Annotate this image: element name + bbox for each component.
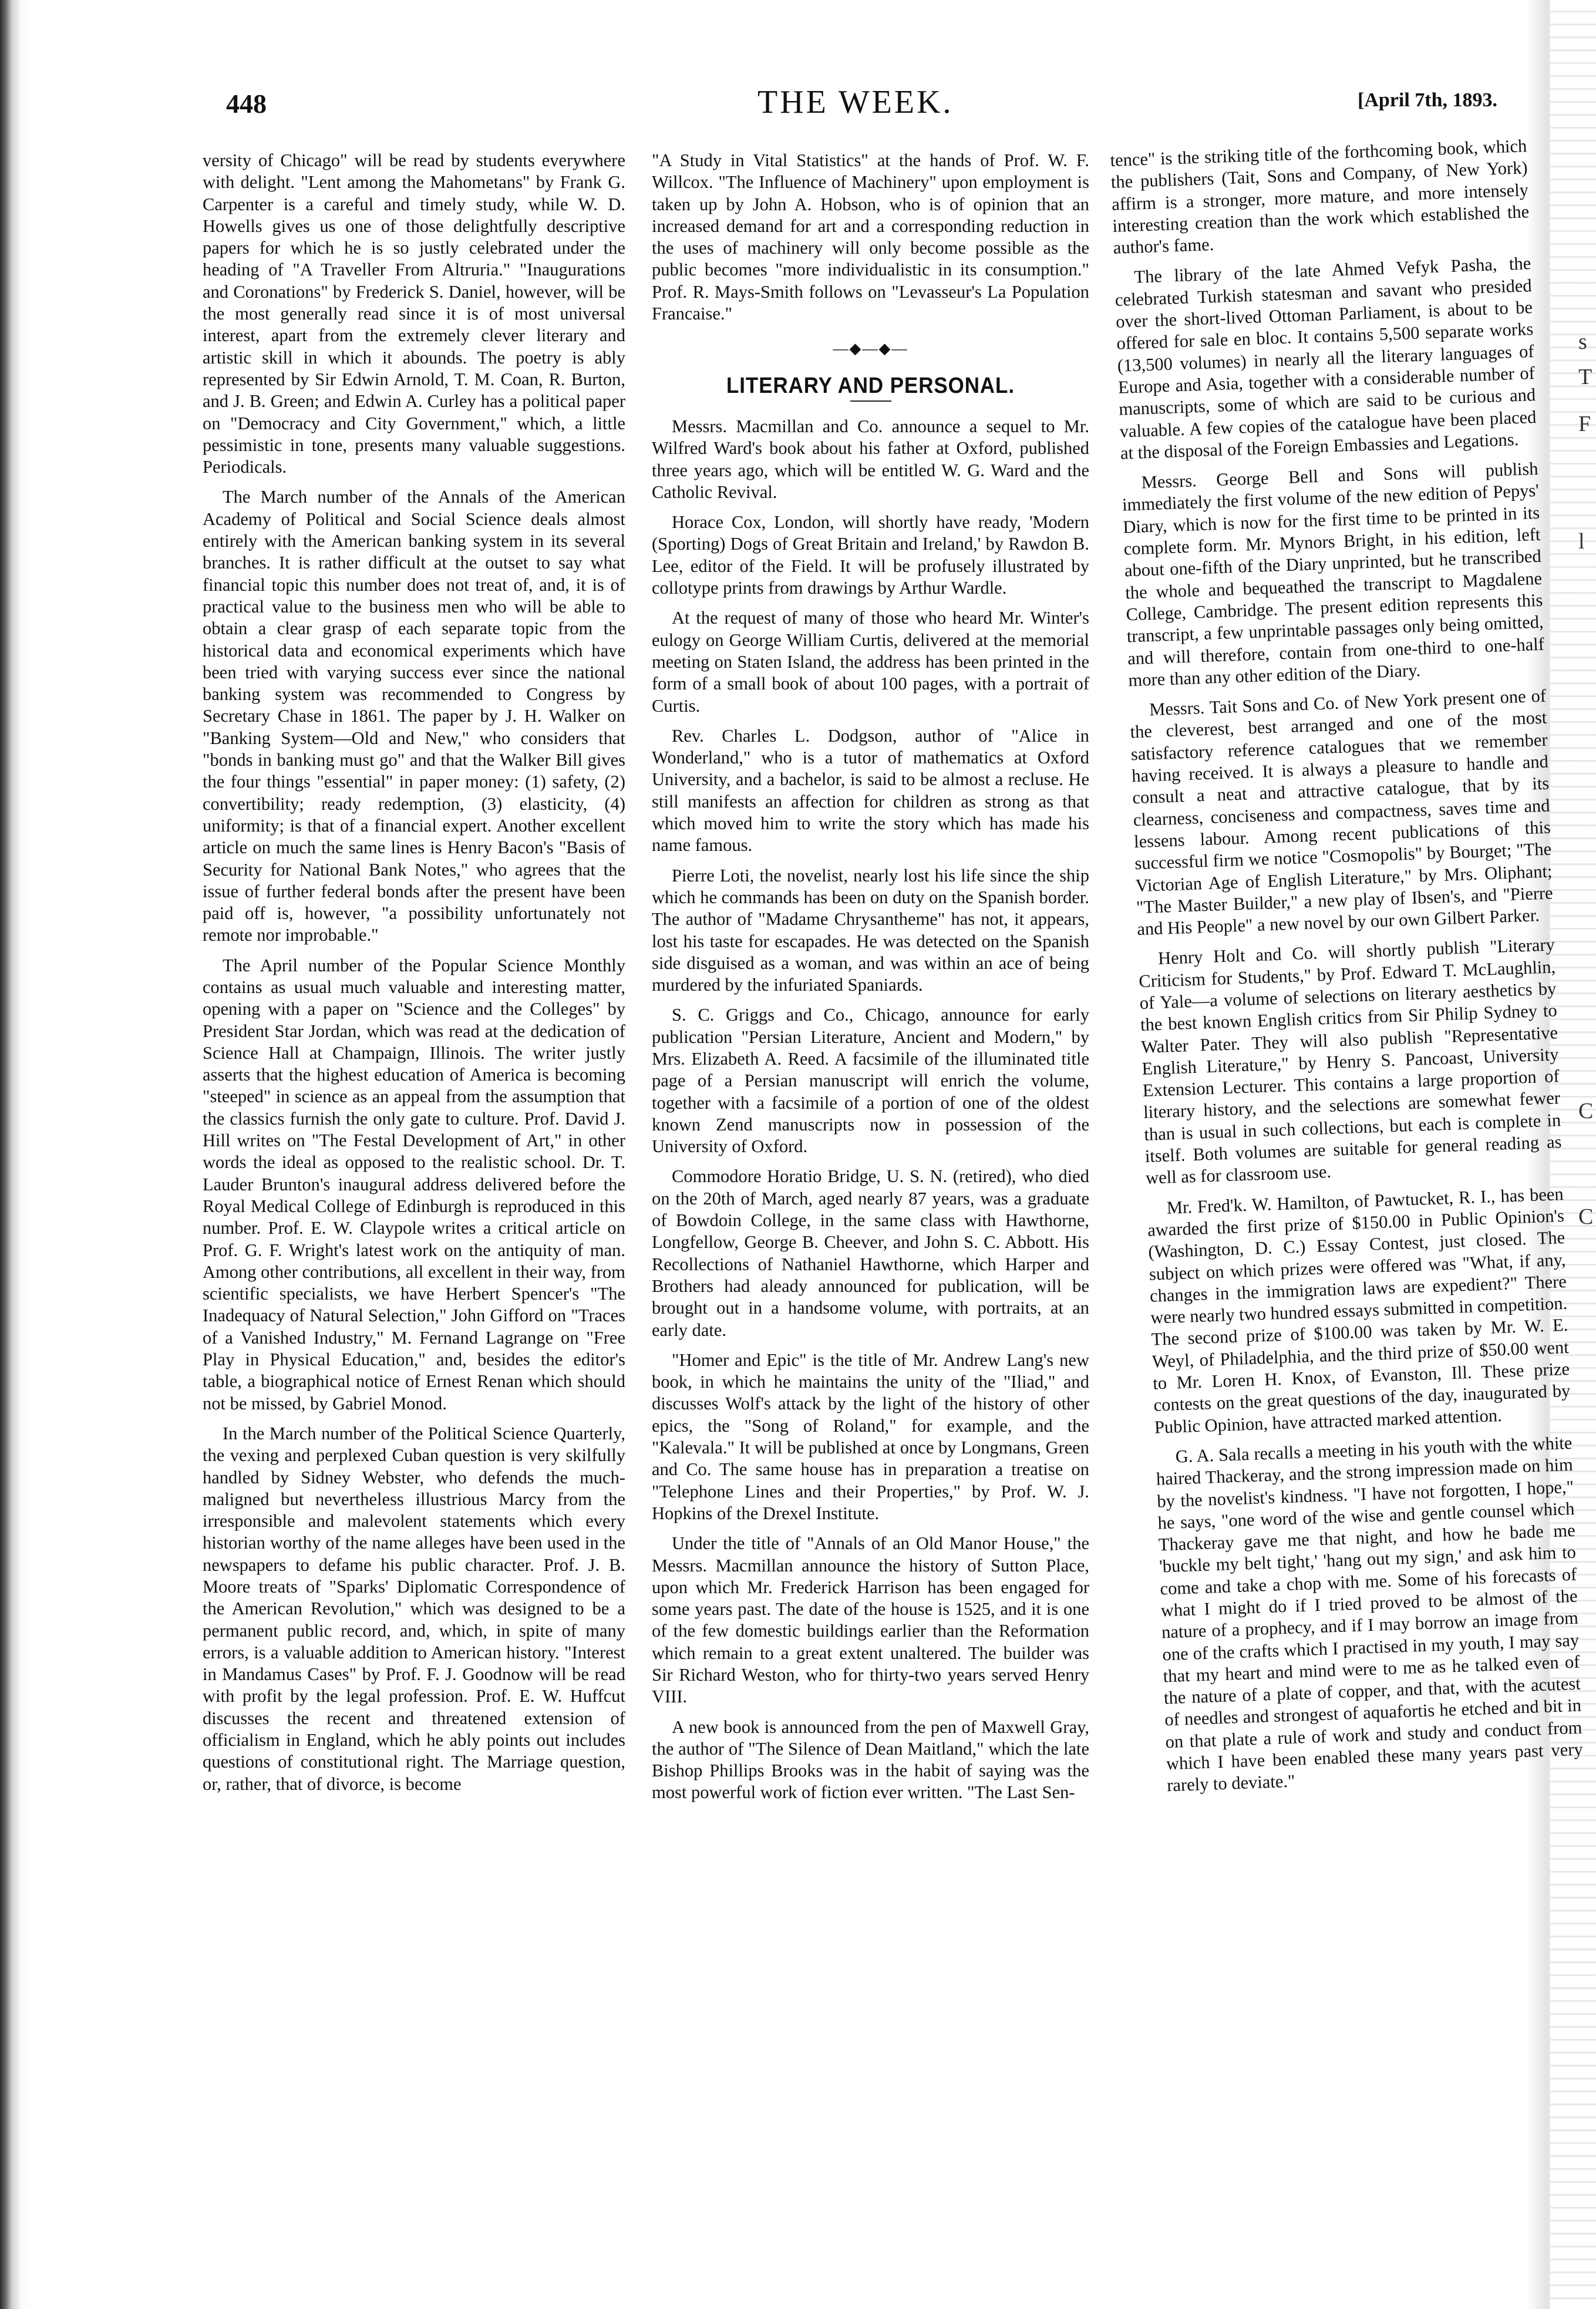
paragraph: Henry Holt and Co. will shortly publish "Literary Criticism for Students," by Prof. Edward T. McLaughlin, of Yale—a volume of selections on literary aesthetics by the best known English critics from Sir Philip Sydney to Walter Pater. They will also publish "Representative English Literature," by Henry S. Pancoast, University Extension Lecturer. This contains a large proportion of literary history, and the selections are somewhat fewer than is usual in such collections, but each is complete in itself. Both volumes are suitable for general reading as well as for classroom use. [1138,934,1563,1189]
paragraph: Rev. Charles L. Dodgson, author of "Alice in Wonderland," who is a tutor of mathematics at Oxford University, and a bachelor, is said to be almost a recluse. He still manifests an affection for children as strong as that which moved him to write the story which has made his name famous. [652,725,1089,856]
edge-letter: C [1578,1204,1594,1229]
paragraph: "Homer and Epic" is the title of Mr. Andrew Lang's new book, in which he maintains the unity of the "Iliad," and discusses Wolf's attack by the light of the history of other epics, the "Song of Roland," for example, and the "Kalevala." It will be published at once by Longmans, Green and Co. The same house has in preparation a treatise on "Telephone Lines and their Properties," by Prof. W. J. Hopkins of the Drexel Institute. [652,1349,1089,1523]
section-heading: LITERARY AND PERSONAL. [726,373,1015,398]
paragraph: Horace Cox, London, will shortly have ready, 'Modern (Sporting) Dogs of Great Britain and Ireland,' by Rawdon B. Lee, editor of the Field. It will be profusely illustrated by collotype prints from drawings by Arthur Wardle. [652,512,1089,598]
column-3 [1110,135,1584,1805]
short-rule [850,400,891,402]
column-2 [652,150,1089,1812]
paragraph: In the March number of the Political Science Quarterly, the vexing and perplexed Cuban question is very skilfully handled by Sidney Webster, who defends the much-maligned but nevertheless illustrious Marcy from the irresponsible and malevolent statements which every historian worthy of the name alleges have been used in the newspapers to defame his public character. Prof. J. B. Moore treats of "Sparks' Diplomatic Correspondence of the American Revolution," which was designed to be a permanent public record, and, which, in spite of many errors, is a valuable addition to American history. "Interest in Mandamus Cases" by Prof. F. J. Goodnow will be read with profit by the legal profession. Prof. E. W. Huffcut discusses the recent and threatened extension of officialism in England, which he ably points out includes questions of constitutional right. The Marriage question, or, rather, that of divorce, is become [203,1423,625,1794]
masthead-title: THE WEEK. [757,84,954,120]
paragraph: versity of Chicago" will be read by students everywhere with delight. "Lent among the Mahometans" by Frank G. Carpenter is a careful and timely study, while W. D. Howells gives us one of those delightfully descriptive papers for which he is so justly celebrated under the heading of "A Traveller From Altruria." "Inaugurations and Coronations" by Frederick S. Daniel, however, will be the most generally read since it is of most universal interest, apart from the extremely clever literary and artistic skill in which it abounds. The poetry is ably represented by Sir Edwin Arnold, T. M. Coan, R. Burton, and J. B. Green; and Edwin A. Curley has a political paper on "Democracy and City Government," which, a little pessimistic in tone, presents many valuable suggestions. Periodicals. [203,150,625,477]
paragraph: A new book is announced from the pen of Maxwell Gray, the author of "The Silence of Dean Maitland," which the late Bishop Phillips Brooks was in the habit of saying was the most powerful work of fiction ever written. "The Last Sen- [652,1716,1089,1803]
edge-letter: T [1578,365,1592,389]
issue-date: [April 7th, 1893. [1358,89,1497,111]
paragraph: Mr. Fred'k. W. Hamilton, of Pawtucket, R. I., has been awarded the first prize of $150.00 in Public Opinion's (Washington, D. C.) Essay Contest, just closed. The subject on which prizes were offered was "What, if any, changes in the immigration laws are expedient?" There were nearly two hundred essays submitted in competition. The second prize of $100.00 was taken by Mr. W. E. Weyl, of Philadelphia, and the third prize of $50.00 went to Mr. Loren H. Knox, of Evanston, Ill. These prize contests on the great questions of the day, inaugurated by Public Opinion, have attracted marked attention. [1147,1183,1571,1438]
paragraph: The April number of the Popular Science Monthly contains as usual much valuable and interesting matter, opening with a paper on "Science and the Colleges" by President Star Jordan, which was read at the dedication of Science Hall at Champaign, Illinois. The writer justly asserts that the highest education of America is becoming "steeped" in science as an appeal from the assumption that the classics furnish the only gate to culture. Prof. David J. Hill writes on "The Festal Development of Art," in other words the ideal as opposed to the realistic school. Dr. T. Lauder Brunton's inaugural address delivered before the Royal Medical College of Edinburgh is reproduced in this number. Prof. E. W. Claypole writes a critical article on Prof. G. F. Wright's latest work on the antiquity of man. Among other contributions, all excellent in their way, from scientific specialists, we have Herbert Spencer's "The Inadequacy of Natural Selection," John Gifford on "Traces of a Vanished Industry," M. Fernand Lagrange on "Free Play in Physical Education," and, besides the editor's table, a biographical notice of Ernest Renan which should not be missed, by Gabriel Monod. [203,955,625,1413]
edge-letter: C [1578,1099,1594,1123]
paragraph: S. C. Griggs and Co., Chicago, announce for early publication "Persian Literature, Ancient and Modern," by Mrs. Elizabeth A. Reed. A facsimile of the illuminated title page of a Persian manuscript will enrich the volume, together with a facsimile of a portion of one of the oldest known Zend manuscripts now in possession of the University of Oxford. [652,1005,1089,1157]
page-number: 448 [226,89,267,119]
paragraph: Messrs. Macmillan and Co. announce a sequel to Mr. Wilfred Ward's book about his father at Oxford, published three years ago, which will be entitled W. G. Ward and the Catholic Revival. [652,416,1089,502]
column-1 [203,150,625,1803]
edge-letter: F [1578,412,1591,436]
paragraph: The library of the late Ahmed Vefyk Pasha, the celebrated Turkish statesman and savant who presided over the short-lived Ottoman Parliament, is about to be offered for sale en bloc. It contains 5,500 separate works (13,500 volumes) in nearly all the literary languages of Europe and Asia, together with a considerable number of manuscripts, some of which are said to be curious and valuable. A few copies of the catalogue have been placed at the disposal of the Foreign Embassies and Legations. [1114,253,1537,463]
paragraph: Commodore Horatio Bridge, U. S. N. (retired), who died on the 20th of March, aged nearly 87 years, was a graduate of Bowdoin College, in the same class with Hawthorne, Longfellow, George B. Cheever, and John S. C. Abbott. His Recollections of Nathaniel Hawthorne, which Harper and Brothers had aleady announced for publication, will be brought out in a handsome volume, with portraits, at an early date. [652,1166,1089,1340]
edge-letter: l [1578,529,1585,554]
edge-letter: s [1578,329,1587,354]
paragraph: Under the title of "Annals of an Old Manor House," the Messrs. Macmillan announce the history of Sutton Place, upon which Mr. Frederick Harrison has been engaged for some years past. The date of the house is 1525, and it is one of the few domestic buildings earlier than the Reformation which remain to a great extent unaltered. The builder was Sir Richard Weston, who for thirty-two years served Henry VIII. [652,1533,1089,1707]
page-header [217,84,1521,129]
paragraph: The March number of the Annals of the American Academy of Political and Social Science deals almost entirely with the American banking system in its several branches. It is rather difficult at the outset to say what financial topic this number does not treat of, and, it is of practical value to the business men who will be able to obtain a clear grasp of each separate topic from the historical data and economical experiments which have been tried with varying success ever since the national banking system was recommended to Congress by Secretary Chase in 1861. The paper by J. H. Walker on "Banking System—Old and New," who considers that "bonds in banking must go" and that the Walker Bill gives the four things "essential" in paper money: (1) safety, (2) convertibility; ready redemption, (3) elasticity, (4) uniformity; is that of a financial expert. Another excellent article on much the same lines is Henry Bacon's "Basis of Security for National Bank Notes," who agrees that the issue of further federal bonds after the present have been paid off is, however, "a possibility unfortunately not remote nor improbable." [203,487,625,945]
ornament-divider: —◆—◆— [833,340,908,358]
paragraph: G. A. Sala recalls a meeting in his youth with the white haired Thackeray, and the strong impression made on him by the novelist's kindness. "I have not forgotten, I hope," he says, "one word of the wise and gentle counsel which Thackeray gave me that night, and how he bade me 'buckle my belt tight,' 'hang out my sign,' and ask him to come and take a chop with me. Some of his forecasts of what I might do if I tried proved to be almost of the nature of a prophecy, and if I may borrow an image from one of the crafts which I practised in my youth, I may say that my heart and mind were to me as he talked even of the nature of a plate of copper, and that, with the acutest of needles and strongest of aquafortis he etched and bit in on that plate a rule of work and study and conduct from which I have been enabled these many years past very rarely to deviate." [1156,1432,1584,1796]
paragraph: tence" is the striking title of the forthcoming book, which the publishers (Tait, Sons and Company, of New York) affirm is a stronger, more mature, and more intensely interesting creation than the work which established the author's fame. [1110,136,1530,258]
paragraph: Messrs. George Bell and Sons will publish immediately the first volume of the new edition of Pepys' Diary, which is now for the first time to be printed in its complete form. Mr. Mynors Bright, in his edition, left about one-fifth of the Diary unprinted, but he transcribed the whole and bequeathed the transcript to Magdalene College, Cambridge. The present edition represents this transcript, a few unprintable passages only being omitted, and will therefore, contain from one-third to one-half more than any other edition of the Diary. [1122,459,1545,691]
paragraph: "A Study in Vital Statistics" at the hands of Prof. W. F. Willcox. "The Influence of Machinery" upon employment is taken up by John A. Hobson, who is of opinion that an increased demand for art and a corresponding reduction in the uses of machinery will only become possible as the public becomes "more individualistic in its consumption." Prof. R. Mays-Smith follows on "Levasseur's La Population Francaise." [652,150,1089,324]
paragraph: Messrs. Tait Sons and Co. of New York present one of the cleverest, best arranged and one of the most satisfactory reference catalogues that we remember having received. It is always a pleasure to handle and consult a neat and attractive catalogue, that by its clearness, conciseness and compactness, saves time and lessens labour. Among recent publications of this successful firm we notice "Cosmopolis" by Bourget; "The Victorian Age of English Literature," by Mrs. Oliphant; "The Master Builder," a new play of Ibsen's, and "Pierre and His People" a new novel by our own Gilbert Parker. [1130,685,1554,940]
paragraph: Pierre Loti, the novelist, nearly lost his life since the ship which he commands has been on duty on the Spanish border. The author of "Madame Chrysantheme" has not, it appears, lost his taste for escapades. He was detected on the Spanish side disguised as a woman, and was within an ace of being murdered by the infuriated Spaniards. [652,865,1089,995]
paragraph: At the request of many of those who heard Mr. Winter's eulogy on George William Curtis, delivered at the memorial meeting on Staten Island, the address has been printed in the form of a small book of about 100 pages, with a portrait of Curtis. [652,608,1089,716]
